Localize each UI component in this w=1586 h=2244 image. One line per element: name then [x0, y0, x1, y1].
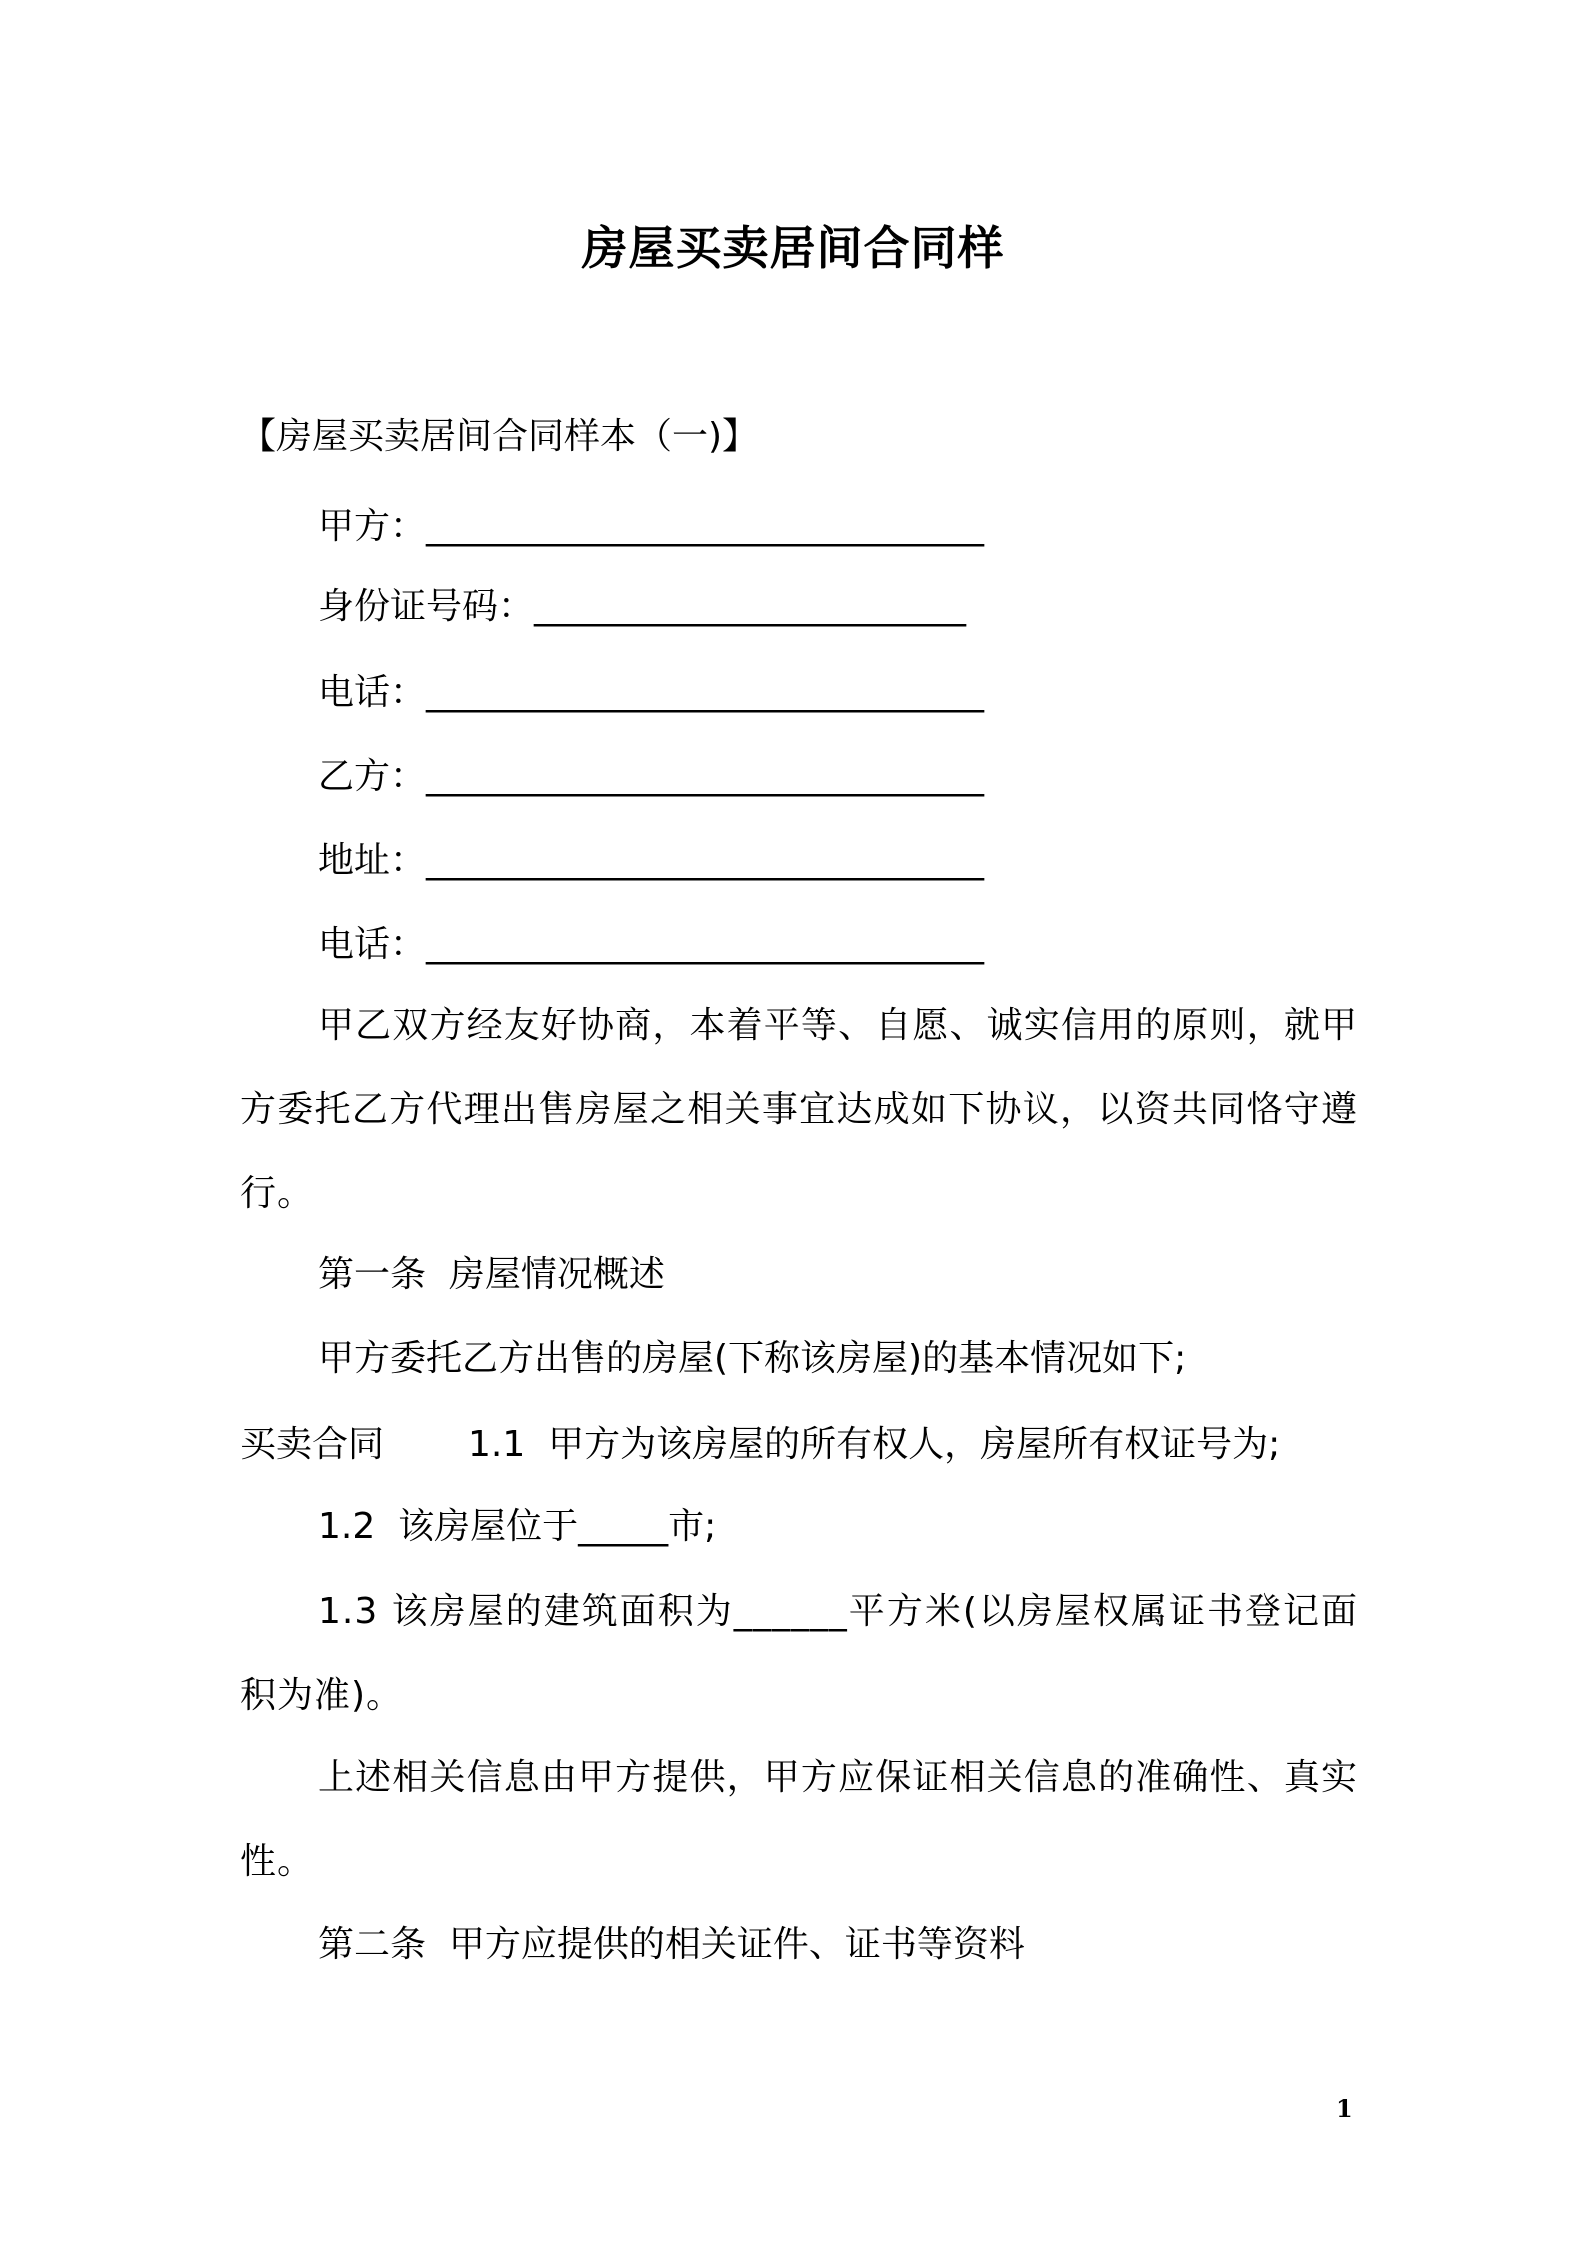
- article-1-heading: 第一条 房屋情况概述: [318, 1254, 665, 1295]
- document-title: 房屋买卖居间合同样: [581, 221, 1005, 275]
- party-a-field: 甲方：_______________________________: [318, 506, 985, 547]
- id-number-field: 身份证号码：________________________: [318, 586, 967, 627]
- item-1-1: 1.1 甲方为该房屋的所有权人，房屋所有权证号为;: [468, 1424, 1281, 1465]
- phone-a-field: 电话：_______________________________: [318, 672, 985, 713]
- item-1-3: 1.3 该房屋的建筑面积为______平方米(以房屋权属证书登记面积为准)。: [240, 1591, 1358, 1716]
- intro-paragraph: 甲乙双方经友好协商，本着平等、自愿、诚实信用的原则，就甲方委托乙方代理出售房屋之相关事宜达成如下协议，以资共同恪守遵行。: [240, 1005, 1358, 1214]
- article-1-intro: 甲方委托乙方出售的房屋(下称该房屋)的基本情况如下;: [318, 1338, 1187, 1379]
- party-b-field: 乙方：_______________________________: [318, 756, 985, 797]
- phone-b-field: 电话：_______________________________: [318, 924, 985, 965]
- address-field: 地址：_______________________________: [318, 840, 985, 881]
- article-2-heading: 第二条 甲方应提供的相关证件、证书等资料: [318, 1924, 1025, 1965]
- margin-note: 买卖合同: [240, 1424, 385, 1465]
- info-paragraph: 上述相关信息由甲方提供，甲方应保证相关信息的准确性、真实性。: [240, 1757, 1358, 1882]
- item-1-2: 1.2 该房屋位于_____市;: [318, 1506, 717, 1547]
- page-number: 1: [1336, 2094, 1353, 2123]
- document-subtitle: 【房屋买卖居间合同样本（一)】: [240, 416, 759, 457]
